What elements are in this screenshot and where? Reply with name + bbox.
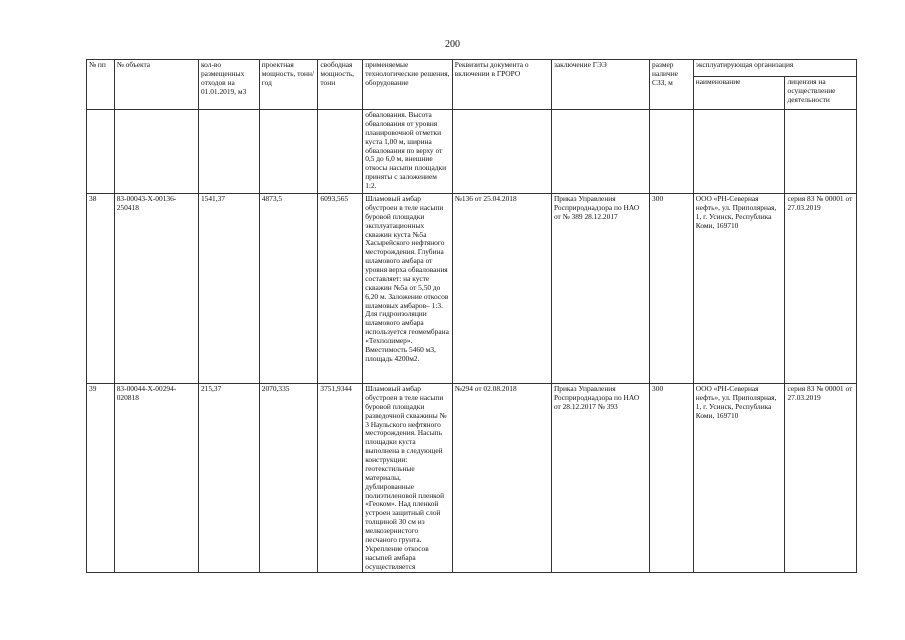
cell-registry-details: №136 от 25.04.2018: [452, 194, 551, 384]
header-operator: эксплуатирующая организация: [693, 60, 856, 77]
cell-szz-size: 300: [650, 194, 694, 384]
waste-facilities-table: [86, 59, 857, 573]
cell-design-capacity: 4873,5: [259, 194, 318, 384]
cell-quantity: [198, 110, 259, 194]
cell-num: [87, 110, 115, 194]
cell-num: 38: [87, 194, 115, 384]
table-row: [87, 194, 857, 384]
cell-operator-license: серия 83 № 00001 от 27.03.2019: [785, 194, 857, 384]
cell-gee-conclusion: Приказ Управления Росприроднадзора по НАО от № 389 28.12.2017: [551, 194, 649, 384]
cell-registry-details: №294 от 02.08.2018: [452, 384, 551, 573]
cell-free-capacity: 3751,9344: [318, 384, 363, 573]
cell-technology: Шламовый амбар обустроен в теле насыпи буровой площадки разведочной скважины № 3 Наульского нефтяного месторождения. Насыпь площадки куста выполнена в следующей конструкции: геотекстильные материалы, дублированные полиэтиленовой пленкой «Геоком». Над пленкой устроен защитный слой толщиной 30 см из мелкозернистого песчаного грунта. Укрепление откосов насыпей амбара осуществляется: [363, 384, 453, 573]
cell-object-no: [114, 110, 198, 194]
header-object-no: № объекта: [114, 60, 198, 110]
header-szz-size: размер наличие СЗЗ, м: [650, 60, 694, 110]
cell-gee-conclusion: Приказ Управления Росприроднадзора по НАО от 28.12.2017 № 393: [551, 384, 649, 573]
cell-szz-size: [650, 110, 694, 194]
page-number: 200: [445, 39, 460, 50]
cell-design-capacity: [259, 110, 318, 194]
cell-object-no: 83-00044-Х-00294-020818: [114, 384, 198, 573]
cell-operator-name: ООО «РН-Северная нефть», ул. Приполярная, 1, г. Усинск, Республика Коми, 169710: [693, 384, 785, 573]
header-free-capacity: свободная мощность, тонн: [318, 60, 363, 110]
cell-operator-name: [693, 110, 785, 194]
header-gee-conclusion: заключение ГЭЭ: [551, 60, 649, 110]
table-row-continuation: [87, 110, 857, 194]
table-header-row: [87, 60, 857, 77]
header-num: № пп: [87, 60, 115, 110]
table-row: [87, 384, 857, 573]
header-technology: применяемые технологические решения, оборудование: [363, 60, 453, 110]
cell-num: 39: [87, 384, 115, 573]
cell-quantity: 1541,37: [198, 194, 259, 384]
cell-free-capacity: 6093,565: [318, 194, 363, 384]
cell-design-capacity: 2070,335: [259, 384, 318, 573]
cell-technology: Шламовый амбар обустроен в теле насыпи буровой площадки эксплуатационных скважин куста №5а Хасырейского нефтяного месторождения. Глубина шламового амбара от уровня верха обвалования составляет: на кусте скважин №5а от 5,50 до 6,20 м. Заложение откосов шламовых амбаров– 1:3. Для гидроизоляции шламового амбара используется геомембрана «Техполимер». Вместимость 5460 м3, площадь 4200м2.: [363, 194, 453, 384]
cell-free-capacity: [318, 110, 363, 194]
header-registry-details: Реквизиты документа о включении в ГРОРО: [452, 60, 551, 110]
cell-szz-size: 300: [650, 384, 694, 573]
cell-registry-details: [452, 110, 551, 194]
header-operator-name: наименование: [693, 77, 785, 110]
cell-operator-license: серия 83 № 00001 от 27.03.2019: [785, 384, 857, 573]
cell-quantity: 215,37: [198, 384, 259, 573]
cell-gee-conclusion: [551, 110, 649, 194]
cell-operator-name: ООО «РН-Северная нефть», ул. Приполярная, 1, г. Усинск, Республика Коми, 169710: [693, 194, 785, 384]
header-design-capacity: проектная мощность, тонн/год: [259, 60, 318, 110]
header-operator-license: лицензия на осуществление деятельности: [785, 77, 857, 110]
cell-operator-license: [785, 110, 857, 194]
cell-technology: обвалования. Высота обвалования от уровня планировочной отметки куста 1,00 м, ширина обвалования по верху от 0,5 до 6,0 м, внешние откосы насыпи площадки приняты с заложением 1:2.: [363, 110, 453, 194]
header-quantity: кол-во размещенных отходов на 01.01.2019, м3: [198, 60, 259, 110]
cell-object-no: 83-00043-Х-00136-250418: [114, 194, 198, 384]
